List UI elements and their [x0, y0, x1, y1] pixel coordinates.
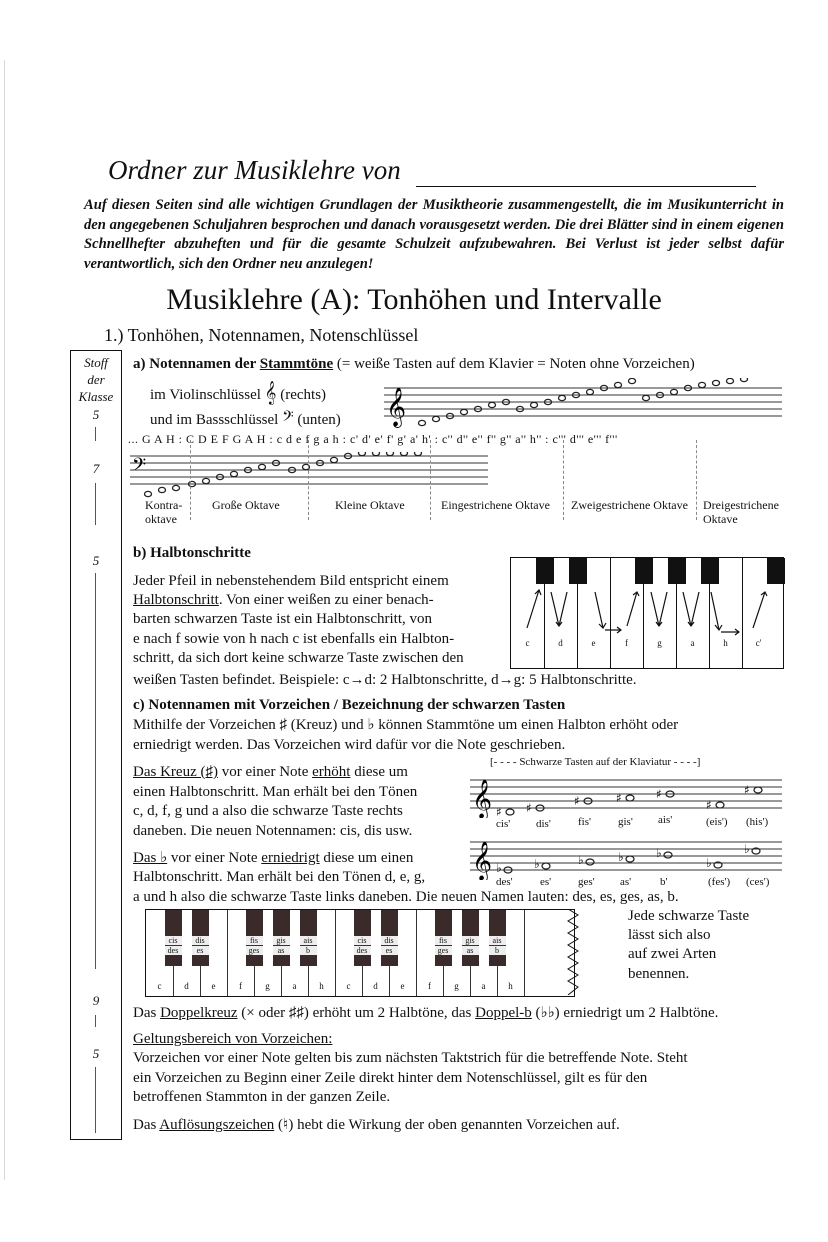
grade-label: 9 — [92, 993, 100, 1008]
black-key — [165, 910, 182, 966]
black-key-flat-name: as — [462, 945, 479, 955]
keyboard-cut-edge — [566, 909, 582, 995]
black-key-flat-name: b — [300, 945, 317, 955]
black-key — [273, 910, 290, 966]
kreuz-text-line: daneben. Die neuen Notennamen: cis, dis usw. — [133, 823, 413, 839]
white-key-label: a — [292, 981, 297, 991]
black-key-flat-name: es — [381, 945, 398, 955]
svg-text:♯: ♯ — [706, 798, 712, 812]
black-keys-caption: [- - - - Schwarze Tasten auf der Klaviatur - - - -] — [490, 756, 701, 768]
aufl-fragment: Das — [133, 1117, 160, 1133]
black-key-label — [435, 936, 452, 955]
flat-line — [133, 849, 413, 868]
white-key-label: d — [373, 981, 378, 991]
black-key-label — [489, 936, 506, 955]
black-key-sharp-name: gis — [465, 936, 475, 945]
intro-paragraph: Auf diesen Seiten sind alle wichtigen Grundlagen der Musiktheorie zusammengestellt, die im Musikunterricht in den angegebenen Schuljahren besprochen und danach vorausgesetzt werden. Die drei Blätter sind in einem eigenen Schnellhefter abzuheften und für die gesamte Schulzeit aufzubewahren. Bei Verlust ist jeder selbst dafür verantwortlich, sich den Ordner neu anzulegen! — [84, 197, 784, 272]
black-key-sharp-name: fis — [439, 936, 447, 945]
black-key-sharp-name: dis — [384, 936, 394, 945]
sharp-notes-staff — [470, 772, 784, 818]
erhoeht-underlined: erhöht — [312, 764, 351, 780]
svg-text:♯: ♯ — [574, 794, 580, 808]
geltung-line: Vorzeichen vor einer Note gelten bis zum nächsten Taktstrich für die betreffende Note. Steht — [133, 1050, 688, 1066]
key-label: h — [723, 638, 728, 648]
flat-name: des' — [496, 876, 513, 888]
kreuz-text-line: einen Halbtonschritt. Man erhält bei den Tönen — [133, 784, 418, 800]
white-key-label: f — [239, 981, 242, 991]
black-key — [192, 910, 209, 966]
white-key-label: g — [265, 981, 270, 991]
svg-text:𝄞: 𝄞 — [472, 841, 493, 880]
svg-text:𝄢: 𝄢 — [132, 455, 147, 480]
treble-clef-icon: 𝄞 — [264, 382, 277, 404]
b-text-line: barten schwarzen Taste ist ein Halbtonschritt, von — [133, 611, 433, 627]
geltung-title: Geltungsbereich von Vorzeichen: — [133, 1031, 333, 1047]
aufloesungszeichen-underlined: Auflösungszeichen — [159, 1117, 275, 1133]
black-key-label — [165, 936, 182, 955]
octave-label: Zweigestrichene Oktave — [571, 498, 688, 512]
black-key-label — [462, 936, 479, 955]
section-heading: 1.) Tonhöhen, Notennamen, Notenschlüssel — [104, 325, 419, 345]
black-key-sharp-name: dis — [195, 936, 205, 945]
flat-name: (fes') — [708, 876, 731, 888]
sharp-name: fis' — [578, 816, 591, 828]
kreuz-underlined: Das Kreuz (♯) — [133, 764, 218, 780]
sharp-name: gis' — [618, 816, 633, 828]
key-label: c' — [755, 638, 762, 648]
key-label: g — [657, 638, 662, 648]
svg-text:♭: ♭ — [744, 842, 750, 856]
grade-sidebar — [70, 350, 122, 1140]
key-label: c — [525, 638, 530, 648]
black-key-sharp-name: cis — [357, 936, 367, 945]
violin-text: im Violinschlüssel — [150, 387, 261, 403]
flat-name: es' — [540, 876, 552, 888]
doppelkreuz-underlined: Doppelkreuz — [160, 1005, 238, 1021]
b-text-line: schritt, da sich dort keine schwarze Taste zwischen den — [133, 650, 464, 666]
black-key-flat-name: ges — [246, 945, 263, 955]
svg-text:♭: ♭ — [706, 856, 712, 870]
grade-label: 5 — [92, 553, 100, 568]
bass-staff — [130, 452, 490, 500]
black-key-label — [354, 936, 371, 955]
erniedrigt-underlined: erniedrigt — [261, 850, 320, 866]
black-key — [246, 910, 263, 966]
flat-name: ges' — [578, 876, 595, 888]
black-key — [354, 910, 371, 966]
document-title: Ordner zur Musiklehre von — [108, 155, 401, 185]
b-text-line: e nach f sowie von h nach c ist ebenfalls ein Halbton- — [133, 631, 455, 647]
flat-text-line: a und h also die schwarze Taste links daneben. Die neuen Namen lauten: des, es, ges, as, b. — [133, 889, 679, 905]
note-names-row: ... G A H : C D E F G A H : c d e f g a h : c' d' e' f' g' a' h' : c'' d'' e'' f'' g'' a'' h'' : c''' d''' e''' f''' — [128, 432, 618, 446]
halftone-arrows — [511, 558, 783, 668]
sharp-name: cis' — [496, 818, 511, 830]
black-key-label — [273, 936, 290, 955]
bass-clef-icon: 𝄢 — [282, 408, 294, 428]
svg-text:♭: ♭ — [656, 846, 662, 860]
svg-text:𝄞: 𝄞 — [386, 387, 407, 427]
bass-text: und im Bassschlüssel — [150, 412, 279, 428]
section-a-title — [133, 356, 695, 373]
white-key-label: h — [508, 981, 513, 991]
grade-bar — [95, 483, 96, 525]
halbtonschritt-underlined: Halbtonschritt — [133, 592, 219, 608]
side-text-line: lässt sich also — [628, 927, 711, 943]
black-key-flat-name: es — [192, 945, 209, 955]
bass-suffix: (unten) — [297, 412, 341, 428]
black-key-label — [300, 936, 317, 955]
flat-fragment: vor einer Note — [167, 850, 262, 866]
white-key-label: e — [211, 981, 216, 991]
black-key — [300, 910, 317, 966]
white-key-label: a — [481, 981, 486, 991]
kreuz-text-line: c, d, f, g und a also die schwarze Taste rechts — [133, 803, 403, 819]
doppel-line — [133, 1004, 718, 1023]
b-text-line — [133, 591, 434, 610]
black-key-flat-name: des — [165, 945, 182, 955]
black-key-sharp-name: ais — [492, 936, 502, 945]
bass-line — [150, 408, 341, 429]
black-key-flat-name: b — [489, 945, 506, 955]
side-text-line: auf zwei Arten — [628, 946, 717, 962]
halftone-keyboard — [510, 557, 784, 669]
black-key-sharp-name: cis — [168, 936, 178, 945]
sidebar-klasse: Klasse — [78, 389, 114, 404]
c-text-line: Mithilfe der Vorzeichen ♯ (Kreuz) und ♭ können Stammtöne um einen Halbton erhöht oder — [133, 717, 679, 733]
flat-underlined: Das ♭ — [133, 850, 168, 866]
svg-text:♯: ♯ — [526, 801, 532, 815]
c-text-line: erniedrigt werden. Das Vorzeichen wird dafür vor die Note geschrieben. — [133, 737, 566, 753]
white-key-label: c — [157, 981, 162, 991]
b-text-line: weißen Tasten befindet. Beispiele: c→d: 2 Halbtonschritte, d→g: 5 Halbtonschritte. — [133, 672, 637, 688]
black-key — [462, 910, 479, 966]
octave-label: Kontra- oktave — [145, 498, 183, 526]
kreuz-line — [133, 763, 408, 782]
black-key-label — [381, 936, 398, 955]
white-key-label: c — [346, 981, 351, 991]
black-key-sharp-name: gis — [276, 936, 286, 945]
black-key — [489, 910, 506, 966]
svg-text:𝄞: 𝄞 — [472, 779, 493, 818]
flat-name: b' — [660, 876, 668, 888]
sharp-name: ais' — [658, 814, 673, 826]
grade-label: 5 — [92, 1046, 100, 1061]
black-key — [435, 910, 452, 966]
flat-name: as' — [620, 876, 632, 888]
flat-text-line: Halbtonschritt. Man erhält bei den Tönen d, e, g, — [133, 869, 426, 885]
white-key-label: g — [454, 981, 459, 991]
octave-label: Eingestrichene Oktave — [441, 498, 550, 512]
treble-staff — [384, 378, 784, 430]
grade-bar — [95, 1067, 96, 1133]
sharp-name: (his') — [746, 816, 769, 828]
black-key-flat-name: ges — [435, 945, 452, 955]
flat-fragment: diese um einen — [319, 850, 414, 866]
sidebar-der: der — [87, 372, 105, 387]
aufl-fragment: (♮) hebt die Wirkung der oben genannten Vorzeichen auf. — [274, 1117, 620, 1133]
doppel-fragment: Das — [133, 1005, 161, 1021]
key-label: e — [591, 638, 596, 648]
black-key-label — [192, 936, 209, 955]
black-key-sharp-name: fis — [250, 936, 258, 945]
doppel-fragment: (× oder ♯♯) erhöht um 2 Halbtöne, das — [237, 1005, 476, 1021]
side-text-line: benennen. — [628, 966, 690, 982]
section-b-title: b) Halbtonschritte — [133, 545, 251, 561]
piano-keyboard — [145, 909, 575, 997]
svg-text:♯: ♯ — [496, 805, 502, 818]
violin-suffix: (rechts) — [280, 387, 327, 403]
kreuz-fragment: diese um — [350, 764, 408, 780]
grade-bar — [95, 1015, 96, 1027]
white-key-label: h — [319, 981, 324, 991]
svg-text:♭: ♭ — [496, 861, 502, 875]
svg-text:♯: ♯ — [616, 791, 622, 805]
geltung-line: betroffenen Stammton in der ganzen Zeile. — [133, 1089, 391, 1105]
svg-text:♭: ♭ — [618, 850, 624, 864]
grade-bar — [95, 427, 96, 441]
svg-text:♯: ♯ — [656, 787, 662, 801]
key-label: a — [690, 638, 695, 648]
octave-label: Kleine Oktave — [335, 498, 405, 512]
black-key — [381, 910, 398, 966]
b-text-line: Jeder Pfeil in nebenstehendem Bild entspricht einem — [133, 573, 449, 589]
sharp-name: (eis') — [706, 816, 728, 828]
black-key-flat-name: as — [273, 945, 290, 955]
geltung-line: ein Vorzeichen zu Beginn einer Zeile direkt hinter dem Notenschlüssel, gilt es für den — [133, 1070, 648, 1086]
white-key-label: f — [428, 981, 431, 991]
main-heading: Musiklehre (A): Tonhöhen und Intervalle — [166, 283, 662, 316]
page-edge — [4, 60, 5, 1180]
aufloesung-line — [133, 1116, 620, 1135]
flat-name: (ces') — [746, 876, 770, 888]
b-text-fragment: . Von einer weißen zu einer benach- — [218, 592, 434, 608]
svg-text:♭: ♭ — [578, 853, 584, 867]
grade-bar — [95, 573, 96, 969]
white-key-label: e — [400, 981, 405, 991]
grade-label: 5 — [92, 407, 100, 422]
black-key-sharp-name: ais — [303, 936, 313, 945]
octave-label: Dreigestrichene Oktave — [703, 498, 779, 526]
black-key-label — [246, 936, 263, 955]
name-blank-line — [416, 186, 756, 187]
sharp-name: dis' — [536, 818, 551, 830]
section-c-title: c) Notennamen mit Vorzeichen / Bezeichnung der schwarzen Tasten — [133, 697, 566, 713]
black-key-flat-name: des — [354, 945, 371, 955]
a-title-underlined: Stammtöne — [259, 356, 334, 372]
flat-notes-staff — [470, 834, 784, 880]
sidebar-stoff: Stoff — [84, 355, 108, 370]
kreuz-fragment: vor einer Note — [217, 764, 313, 780]
a-title-suffix: (= weiße Tasten auf dem Klavier = Noten ohne Vorzeichen) — [333, 356, 695, 372]
key-label: f — [625, 638, 628, 648]
octave-label: Große Oktave — [212, 498, 280, 512]
violin-line — [150, 382, 326, 405]
octave-labels — [125, 498, 783, 534]
white-key-label: d — [184, 981, 189, 991]
side-text-line: Jede schwarze Taste — [628, 908, 750, 924]
svg-text:♯: ♯ — [744, 783, 750, 797]
a-title-prefix: a) Notennamen der — [133, 356, 260, 372]
svg-text:♭: ♭ — [534, 857, 540, 871]
grade-label: 7 — [92, 461, 100, 476]
key-label: d — [558, 638, 563, 648]
doppel-fragment: (♭♭) erniedrigt um 2 Halbtöne. — [531, 1005, 719, 1021]
doppel-b-underlined: Doppel-b — [475, 1005, 532, 1021]
